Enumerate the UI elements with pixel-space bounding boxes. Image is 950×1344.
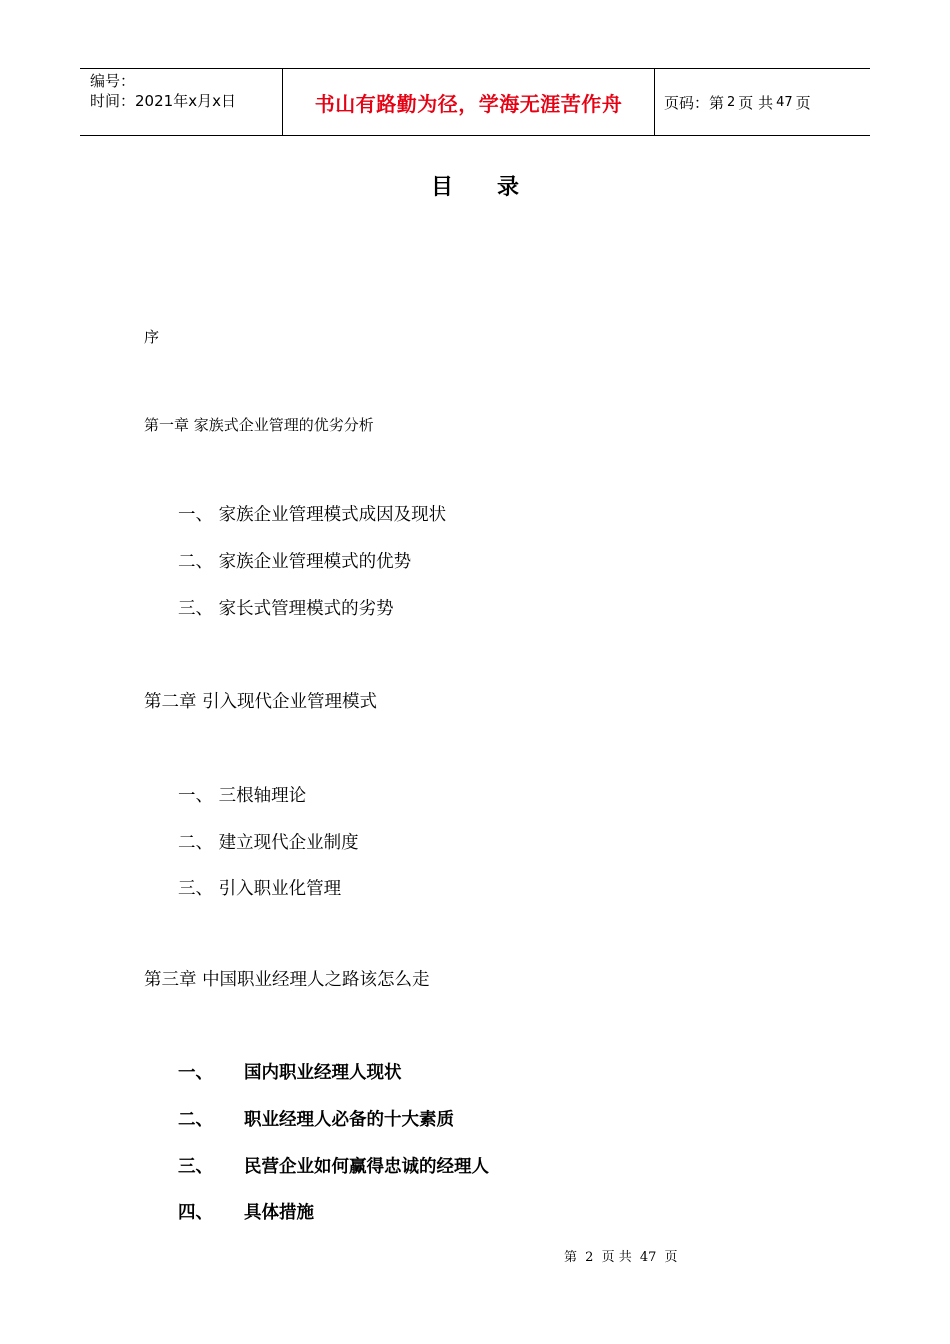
toc-item-text: 建立现代企业制度 — [218, 833, 359, 853]
header-page-info — [655, 69, 870, 135]
toc-ch3-item-1 — [178, 1059, 402, 1084]
toc-item-number: 二、 — [178, 1110, 213, 1130]
toc-item-text: 三根轴理论 — [218, 786, 307, 806]
toc-item-text: 家长式管理模式的劣势 — [218, 599, 394, 619]
toc-item-text: 民营企业如何赢得忠诚的经理人 — [244, 1157, 489, 1177]
footer-page-number: 2 — [585, 1250, 594, 1265]
toc-item-number: 四、 — [178, 1203, 213, 1223]
toc-item-text: 职业经理人必备的十大素质 — [244, 1110, 454, 1130]
header-meta — [80, 69, 282, 135]
time-label: 时间： — [90, 92, 136, 110]
serial-label: 编号： — [90, 72, 136, 90]
page-footer — [146, 1246, 950, 1265]
toc-item-number: 三、 — [178, 599, 213, 619]
toc-ch1-item-2 — [178, 548, 411, 573]
page-mid: 页 共 — [738, 93, 774, 112]
footer-suffix: 页 — [664, 1250, 678, 1265]
footer-mid: 页 共 — [601, 1250, 632, 1265]
toc-ch1-item-3 — [178, 595, 394, 620]
footer-prefix: 第 — [564, 1250, 578, 1265]
toc-item-number: 二、 — [178, 833, 213, 853]
toc-item-number: 二、 — [178, 552, 213, 572]
toc-ch2-item-3 — [178, 875, 341, 900]
header-motto: 书山有路勤为径，学海无涯苦作舟 — [282, 69, 655, 135]
toc-chapter-2: 第二章 引入现代企业管理模式 — [144, 692, 378, 712]
toc-ch3-item-4 — [178, 1199, 314, 1224]
toc-preface: 序 — [144, 328, 160, 346]
footer-page-total: 47 — [639, 1250, 657, 1265]
page-prefix: 页码：第 — [664, 93, 725, 112]
toc-item-number: 一、 — [178, 505, 213, 525]
toc-item-number: 三、 — [178, 879, 213, 899]
toc-item-text: 国内职业经理人现状 — [244, 1063, 402, 1083]
toc-ch3-item-2 — [178, 1106, 454, 1131]
toc-item-number: 三、 — [178, 1157, 213, 1177]
page-suffix: 页 — [795, 93, 811, 112]
page-title: 目录 — [430, 175, 563, 200]
page-header — [80, 68, 870, 136]
toc-ch2-item-1 — [178, 782, 306, 807]
toc-ch3-item-3 — [178, 1153, 489, 1178]
time-value: 2021年x月x日 — [135, 92, 236, 110]
toc-ch1-item-1 — [178, 501, 446, 526]
toc-chapter-1: 第一章 家族式企业管理的优劣分析 — [144, 416, 374, 434]
page-number: 2 — [727, 94, 736, 110]
toc-item-number: 一、 — [178, 786, 213, 806]
toc-item-text: 引入职业化管理 — [218, 879, 342, 899]
toc-item-text: 家族企业管理模式的优势 — [218, 552, 412, 572]
time-line — [90, 91, 282, 111]
page-total: 47 — [776, 94, 793, 110]
toc-ch2-item-2 — [178, 829, 359, 854]
toc-item-text: 具体措施 — [244, 1203, 314, 1223]
toc-item-text: 家族企业管理模式成因及现状 — [218, 505, 447, 525]
toc-chapter-3: 第三章 中国职业经理人之路该怎么走 — [144, 970, 430, 990]
toc-item-number: 一、 — [178, 1063, 213, 1083]
